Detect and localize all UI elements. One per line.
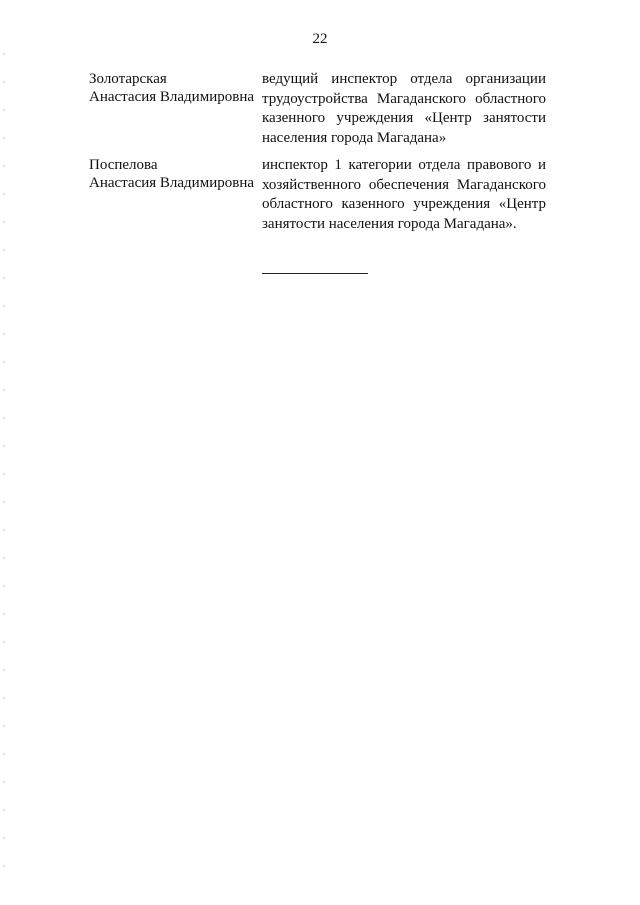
scan-edge-marks (3, 40, 5, 885)
member-name (89, 70, 259, 106)
member-given-names: Анастасия Владимировна (89, 175, 254, 191)
end-of-list-rule (262, 273, 368, 274)
member-name (89, 156, 259, 192)
member-position: ведущий инспектор отдела организации трудоустройства Магаданского областного казенного учреждения «Центр занятости населения города Магадана» (262, 71, 546, 146)
member-surname: Золотарская (89, 71, 167, 87)
member-position: инспектор 1 категории отдела правового и хозяйственного обеспечения Магаданского областного казенного учреждения «Центр занятости населения города Магадана». (262, 157, 546, 232)
page-number: 22 (312, 31, 328, 47)
member-surname: Поспелова (89, 157, 158, 173)
member-given-names: Анастасия Владимировна (89, 89, 254, 105)
